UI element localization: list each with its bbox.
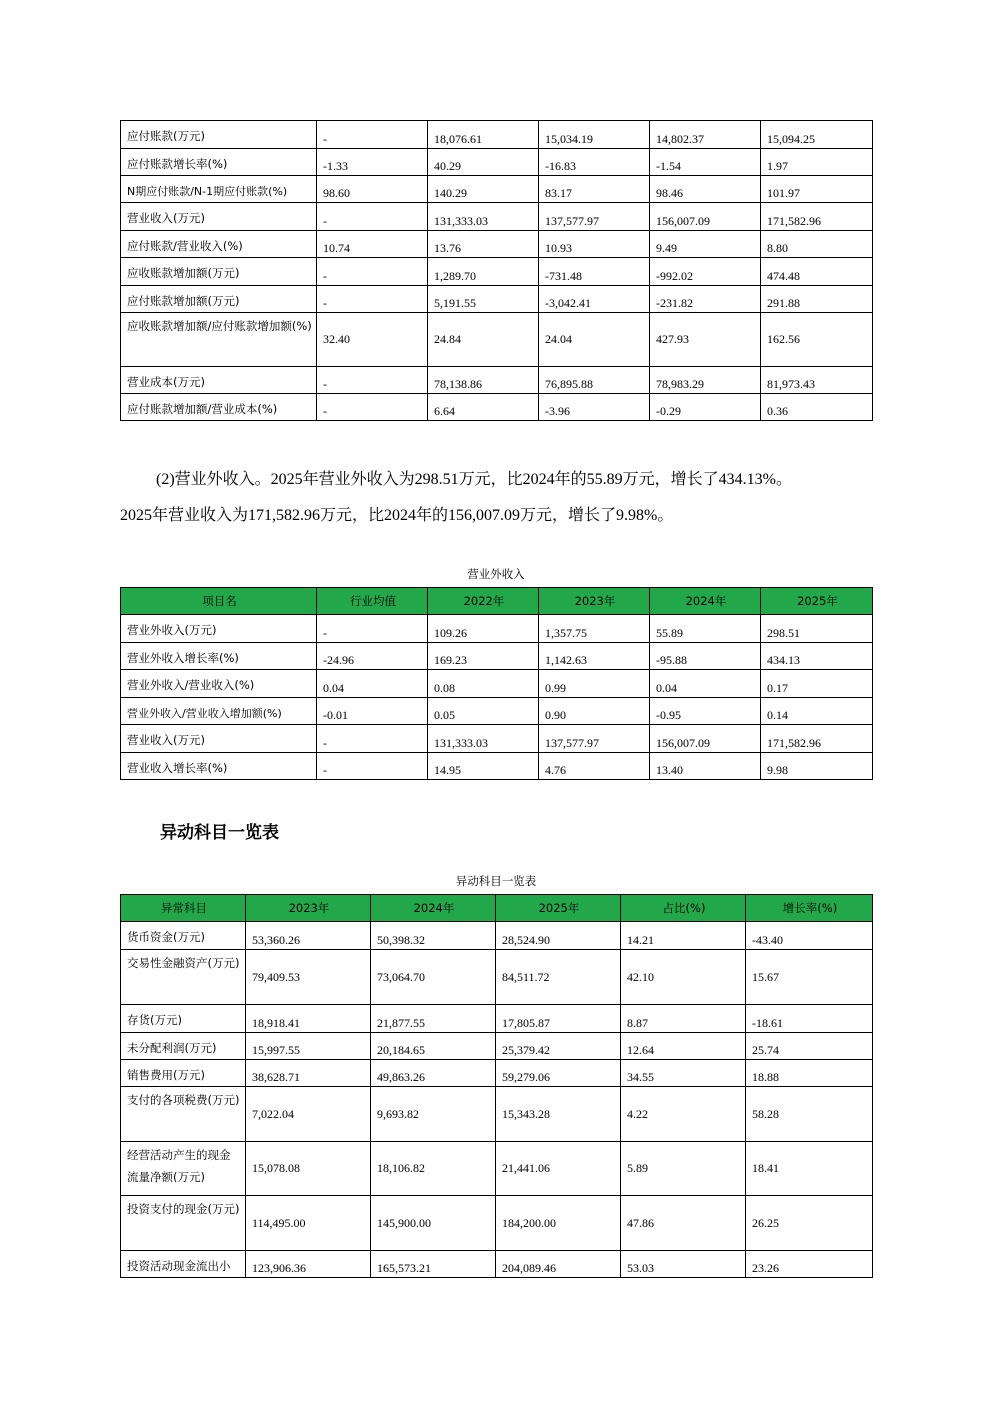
cell: 78,138.86 (428, 367, 539, 394)
cell: 0.36 (761, 394, 873, 421)
table-row (121, 149, 873, 176)
cell: 50,398.32 (371, 922, 496, 950)
cell: 9.98 (761, 753, 873, 780)
cell: 8.80 (761, 231, 873, 258)
cell: 59,279.06 (496, 1060, 621, 1087)
table-row (121, 394, 873, 421)
row-label: 营业外收入/营业收入增加额(%) (121, 698, 317, 725)
cell: 53,360.26 (246, 922, 371, 950)
cell: -0.95 (650, 698, 761, 725)
cell: 145,900.00 (371, 1196, 496, 1251)
cell: 24.84 (428, 313, 539, 367)
row-label: 经营活动产生的现金流量净额(万元) (121, 1142, 246, 1196)
cell: 171,582.96 (761, 725, 873, 753)
cell: 4.22 (621, 1087, 746, 1142)
table-header-row (121, 588, 873, 615)
cell: 15,078.08 (246, 1142, 371, 1196)
cell: 25,379.42 (496, 1033, 621, 1060)
column-header: 2024年 (650, 588, 761, 615)
cell: -1.54 (650, 149, 761, 176)
table-row (121, 1060, 873, 1087)
column-header: 行业均值 (317, 588, 428, 615)
column-header: 2023年 (539, 588, 650, 615)
cell: 8.87 (621, 1005, 746, 1033)
cell: 434.13 (761, 643, 873, 670)
cell: 1.97 (761, 149, 873, 176)
column-header: 2025年 (761, 588, 873, 615)
cell: 15,034.19 (539, 121, 650, 149)
cell: -992.02 (650, 258, 761, 286)
cell: 0.90 (539, 698, 650, 725)
cell: 131,333.03 (428, 725, 539, 753)
cell: 21,877.55 (371, 1005, 496, 1033)
cell: -731.48 (539, 258, 650, 286)
row-label: 应付账款增加额(万元) (121, 286, 317, 313)
cell: 5,191.55 (428, 286, 539, 313)
table-row (121, 922, 873, 950)
cell: -1.33 (317, 149, 428, 176)
cell: - (317, 286, 428, 313)
cell: 81,973.43 (761, 367, 873, 394)
column-header: 占比(%) (621, 895, 746, 922)
column-header: 项目名 (121, 588, 317, 615)
column-header: 2025年 (496, 895, 621, 922)
cell: 14,802.37 (650, 121, 761, 149)
row-label: 应付账款/营业收入(%) (121, 231, 317, 258)
cell: 6.64 (428, 394, 539, 421)
column-header: 2022年 (428, 588, 539, 615)
row-label: 营业外收入增长率(%) (121, 643, 317, 670)
column-header: 异常科目 (121, 895, 246, 922)
row-label: 营业收入增长率(%) (121, 753, 317, 780)
cell: 18.88 (746, 1060, 873, 1087)
table-header-row (121, 895, 873, 922)
cell: 291.88 (761, 286, 873, 313)
table-row (121, 1251, 873, 1278)
cell: - (317, 615, 428, 643)
cell: 165,573.21 (371, 1251, 496, 1278)
analysis-paragraph (120, 462, 890, 534)
cell: 101.97 (761, 176, 873, 203)
row-label: 应付账款增加额/营业成本(%) (121, 394, 317, 421)
column-header: 2023年 (246, 895, 371, 922)
table-row (121, 313, 873, 367)
cell: 0.05 (428, 698, 539, 725)
cell: 14.21 (621, 922, 746, 950)
cell: 4.76 (539, 753, 650, 780)
row-label: 货币资金(万元) (121, 922, 246, 950)
cell: 42.10 (621, 950, 746, 1005)
table-row (121, 231, 873, 258)
cell: 84,511.72 (496, 950, 621, 1005)
cell: 15,094.25 (761, 121, 873, 149)
cell: 17,805.87 (496, 1005, 621, 1033)
cell: 1,289.70 (428, 258, 539, 286)
cell: 156,007.09 (650, 203, 761, 231)
cell: 137,577.97 (539, 203, 650, 231)
cell: 98.46 (650, 176, 761, 203)
table-row (121, 367, 873, 394)
row-label: 支付的各项税费(万元) (121, 1087, 246, 1142)
table-row (121, 753, 873, 780)
row-label: 投资支付的现金(万元) (121, 1196, 246, 1251)
cell: 427.93 (650, 313, 761, 367)
table-row (121, 121, 873, 149)
cell: 9,693.82 (371, 1087, 496, 1142)
table-row (121, 643, 873, 670)
column-header: 增长率(%) (746, 895, 873, 922)
cell: 76,895.88 (539, 367, 650, 394)
cell: 98.60 (317, 176, 428, 203)
cell: - (317, 367, 428, 394)
cell: 9.49 (650, 231, 761, 258)
cell: -16.83 (539, 149, 650, 176)
cell: -3.96 (539, 394, 650, 421)
cell: 114,495.00 (246, 1196, 371, 1251)
table-row (121, 615, 873, 643)
cell: 83.17 (539, 176, 650, 203)
cell: 18,918.41 (246, 1005, 371, 1033)
cell: 0.08 (428, 670, 539, 698)
cell: 58.28 (746, 1087, 873, 1142)
row-label: 投资活动现金流出小 (121, 1251, 246, 1278)
cell: - (317, 121, 428, 149)
table-row (121, 670, 873, 698)
table-row (121, 286, 873, 313)
cell: 53.03 (621, 1251, 746, 1278)
cell: -43.40 (746, 922, 873, 950)
row-label: 未分配利润(万元) (121, 1033, 246, 1060)
cell: 0.99 (539, 670, 650, 698)
cell: 79,409.53 (246, 950, 371, 1005)
cell: 55.89 (650, 615, 761, 643)
table-caption: 异动科目一览表 (455, 874, 537, 888)
cell: 10.93 (539, 231, 650, 258)
cell: 21,441.06 (496, 1142, 621, 1196)
cell: - (317, 753, 428, 780)
cell: 0.04 (317, 670, 428, 698)
cell: 47.86 (621, 1196, 746, 1251)
cell: 298.51 (761, 615, 873, 643)
cell: 169.23 (428, 643, 539, 670)
paragraph-line: (2)营业外收入。2025年营业外收入为298.51万元，比2024年的55.89万元，增长了434.13%。 (156, 471, 792, 488)
cell: - (317, 725, 428, 753)
cell: 18,106.82 (371, 1142, 496, 1196)
cell: 26.25 (746, 1196, 873, 1251)
table-caption: 营业外收入 (467, 567, 525, 581)
cell: 171,582.96 (761, 203, 873, 231)
cell: 13.76 (428, 231, 539, 258)
cell: 184,200.00 (496, 1196, 621, 1251)
paragraph-line: 2025年营业收入为171,582.96万元，比2024年的156,007.09万元，增长了9.98%。 (120, 507, 674, 524)
table-row (121, 1033, 873, 1060)
cell: -231.82 (650, 286, 761, 313)
row-label: 营业外收入(万元) (121, 615, 317, 643)
cell: 25.74 (746, 1033, 873, 1060)
cell: 123,906.36 (246, 1251, 371, 1278)
cell: 162.56 (761, 313, 873, 367)
cell: 0.04 (650, 670, 761, 698)
table-row (121, 176, 873, 203)
table-row (121, 725, 873, 753)
abnormal-items-table (120, 894, 873, 1278)
cell: -95.88 (650, 643, 761, 670)
cell: 1,142.63 (539, 643, 650, 670)
row-label: 营业收入(万元) (121, 203, 317, 231)
table-row (121, 258, 873, 286)
row-label: 应收账款增加额(万元) (121, 258, 317, 286)
cell: 5.89 (621, 1142, 746, 1196)
cell: 24.04 (539, 313, 650, 367)
section-heading: 异动科目一览表 (160, 823, 279, 843)
cell: -24.96 (317, 643, 428, 670)
row-label: 应收账款增加额/应付账款增加额(%) (121, 313, 317, 367)
table-row (121, 950, 873, 1005)
row-label: 营业外收入/营业收入(%) (121, 670, 317, 698)
row-label: 营业成本(万元) (121, 367, 317, 394)
cell: 49,863.26 (371, 1060, 496, 1087)
table-row (121, 1005, 873, 1033)
cell: 204,089.46 (496, 1251, 621, 1278)
cell: 10.74 (317, 231, 428, 258)
row-label: 应付账款增长率(%) (121, 149, 317, 176)
cell: 23.26 (746, 1251, 873, 1278)
cell: 109.26 (428, 615, 539, 643)
cell: 78,983.29 (650, 367, 761, 394)
cell: 73,064.70 (371, 950, 496, 1005)
cell: 18.41 (746, 1142, 873, 1196)
cell: 15,997.55 (246, 1033, 371, 1060)
cell: 474.48 (761, 258, 873, 286)
cell: - (317, 258, 428, 286)
table-row (121, 698, 873, 725)
row-label: N期应付账款/N-1期应付账款(%) (121, 176, 317, 203)
cell: 18,076.61 (428, 121, 539, 149)
cell: 140.29 (428, 176, 539, 203)
table-row (121, 1196, 873, 1251)
cell: 12.64 (621, 1033, 746, 1060)
cell: 38,628.71 (246, 1060, 371, 1087)
row-label: 交易性金融资产(万元) (121, 950, 246, 1005)
payables-table (120, 120, 873, 421)
cell: 1,357.75 (539, 615, 650, 643)
cell: 28,524.90 (496, 922, 621, 950)
cell: 15,343.28 (496, 1087, 621, 1142)
row-label: 销售费用(万元) (121, 1060, 246, 1087)
cell: -0.01 (317, 698, 428, 725)
cell: 156,007.09 (650, 725, 761, 753)
cell: 32.40 (317, 313, 428, 367)
cell: 34.55 (621, 1060, 746, 1087)
cell: -0.29 (650, 394, 761, 421)
table-row (121, 203, 873, 231)
column-header: 2024年 (371, 895, 496, 922)
cell: - (317, 394, 428, 421)
row-label: 存货(万元) (121, 1005, 246, 1033)
non-operating-income-table (120, 587, 873, 780)
cell: -18.61 (746, 1005, 873, 1033)
row-label: 应付账款(万元) (121, 121, 317, 149)
table-row (121, 1142, 873, 1196)
cell: - (317, 203, 428, 231)
cell: 20,184.65 (371, 1033, 496, 1060)
table-row (121, 1087, 873, 1142)
cell: 15.67 (746, 950, 873, 1005)
cell: 0.17 (761, 670, 873, 698)
cell: 7,022.04 (246, 1087, 371, 1142)
cell: -3,042.41 (539, 286, 650, 313)
cell: 0.14 (761, 698, 873, 725)
cell: 131,333.03 (428, 203, 539, 231)
cell: 14.95 (428, 753, 539, 780)
cell: 40.29 (428, 149, 539, 176)
row-label: 营业收入(万元) (121, 725, 317, 753)
cell: 13.40 (650, 753, 761, 780)
cell: 137,577.97 (539, 725, 650, 753)
